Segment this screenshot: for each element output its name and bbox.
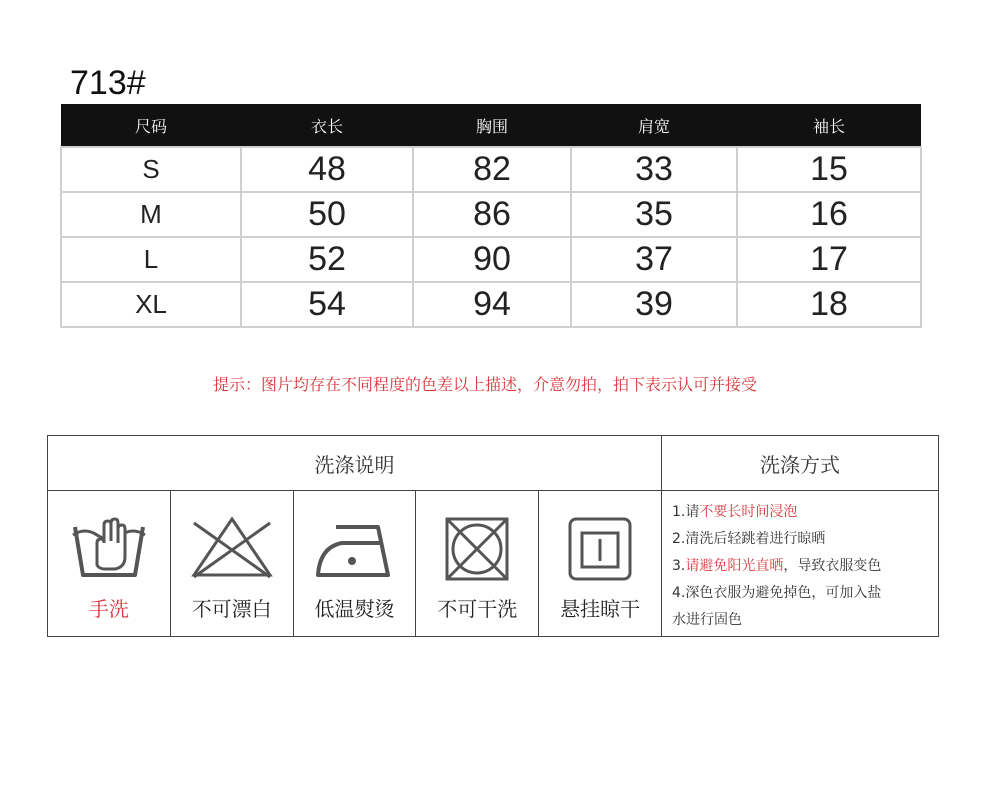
hang-dry-icon bbox=[556, 513, 644, 585]
shoulder-cell: 37 bbox=[571, 237, 737, 282]
low-iron-icon bbox=[310, 513, 398, 585]
chest-cell: 94 bbox=[413, 282, 571, 327]
hang-dry-label: 悬挂晾干 bbox=[560, 597, 641, 621]
size-chart-table bbox=[60, 104, 922, 328]
color-difference-notice: 提示：图片均存在不同程度的色差以上描述，介意勿拍，拍下表示认可并接受 bbox=[212, 375, 757, 394]
length-cell: 48 bbox=[241, 147, 413, 192]
length-cell: 54 bbox=[241, 282, 413, 327]
sleeve-cell: 15 bbox=[737, 147, 921, 192]
chest-cell: 82 bbox=[413, 147, 571, 192]
care-cell-hand-wash bbox=[48, 491, 171, 636]
header-chest: 胸围 bbox=[413, 104, 571, 147]
no-bleach-label: 不可漂白 bbox=[191, 597, 272, 621]
size-cell: L bbox=[61, 237, 241, 282]
care-cell-no-bleach bbox=[171, 491, 294, 636]
sleeve-cell: 18 bbox=[737, 282, 921, 327]
care-cell-hang-dry bbox=[539, 491, 662, 636]
sleeve-cell: 17 bbox=[737, 237, 921, 282]
list-item: 2.清洗后轻跳着进行晾晒 bbox=[672, 531, 826, 547]
length-cell: 50 bbox=[241, 192, 413, 237]
hand-wash-icon bbox=[67, 513, 151, 585]
header-shoulder: 肩宽 bbox=[571, 104, 737, 147]
size-cell: XL bbox=[61, 282, 241, 327]
header-size: 尺码 bbox=[61, 104, 241, 147]
table-row bbox=[61, 192, 921, 237]
chest-cell: 86 bbox=[413, 192, 571, 237]
shoulder-cell: 33 bbox=[571, 147, 737, 192]
table-row bbox=[61, 147, 921, 192]
table-row bbox=[61, 282, 921, 327]
header-sleeve: 袖长 bbox=[737, 104, 921, 147]
list-item: 3.请避免阳光直晒，导致衣服变色 bbox=[672, 558, 882, 574]
list-item: 4.深色衣服为避免掉色，可加入盐 bbox=[672, 585, 882, 601]
size-cell: S bbox=[61, 147, 241, 192]
care-methods-title: 洗涤方式 bbox=[662, 436, 938, 491]
model-number: 713# bbox=[70, 64, 146, 102]
care-icons-row bbox=[48, 491, 662, 636]
care-instructions-table bbox=[47, 435, 939, 637]
hand-wash-label: 手洗 bbox=[88, 597, 129, 621]
shoulder-cell: 39 bbox=[571, 282, 737, 327]
header-length: 衣长 bbox=[241, 104, 413, 147]
size-chart-header-row bbox=[61, 104, 921, 147]
chest-cell: 90 bbox=[413, 237, 571, 282]
list-item: 水进行固色 bbox=[672, 612, 742, 628]
shoulder-cell: 35 bbox=[571, 192, 737, 237]
care-methods-list bbox=[662, 491, 938, 636]
no-dry-clean-icon bbox=[433, 513, 521, 585]
no-dry-clean-label: 不可干洗 bbox=[437, 597, 518, 621]
size-cell: M bbox=[61, 192, 241, 237]
table-row bbox=[61, 237, 921, 282]
length-cell: 52 bbox=[241, 237, 413, 282]
low-iron-label: 低温熨烫 bbox=[314, 597, 395, 621]
list-item: 1.请不要长时间浸泡 bbox=[672, 504, 798, 520]
sleeve-cell: 16 bbox=[737, 192, 921, 237]
care-instructions-title: 洗涤说明 bbox=[48, 436, 662, 491]
care-cell-no-dry-clean bbox=[416, 491, 539, 636]
no-bleach-icon bbox=[188, 513, 276, 585]
care-cell-low-iron bbox=[294, 491, 417, 636]
